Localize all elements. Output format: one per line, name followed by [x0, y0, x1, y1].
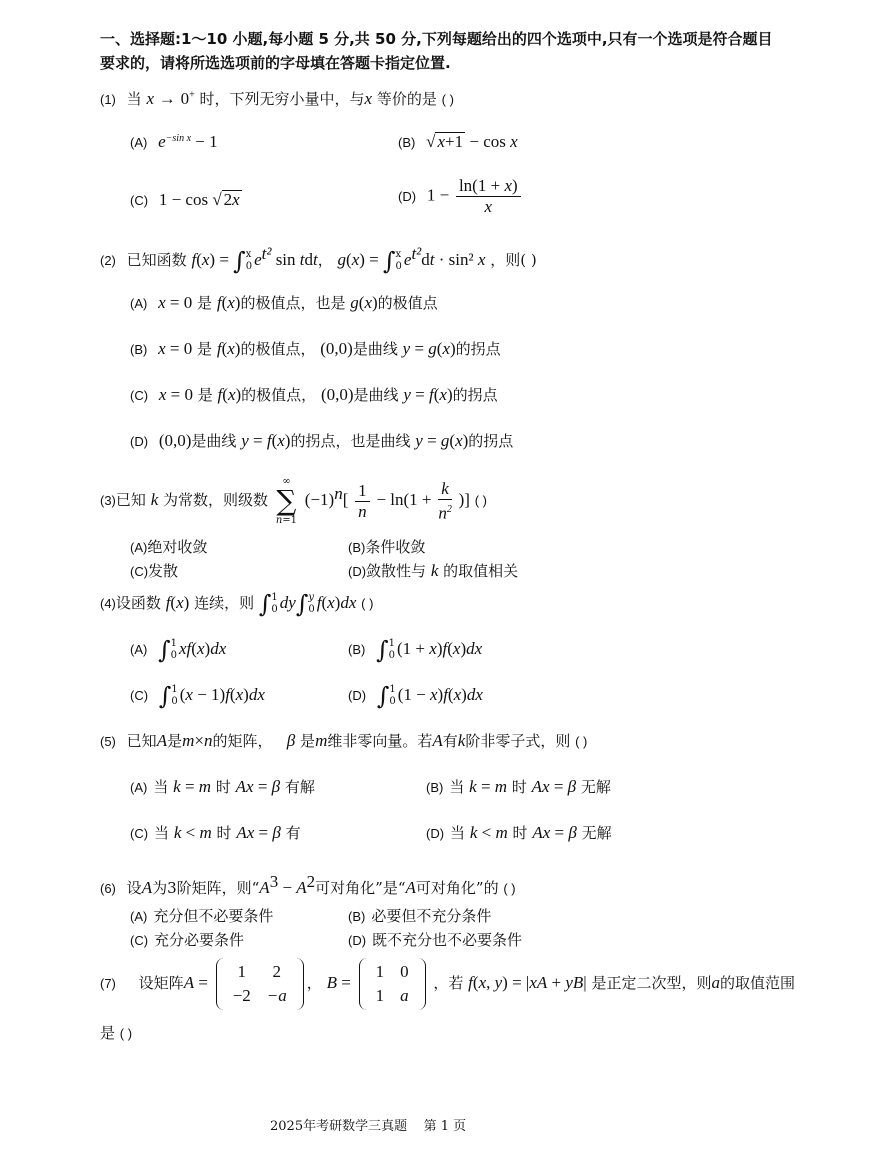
question-3-option-d[interactable]: (D)敛散性与 k 的取值相关	[348, 561, 519, 580]
question-2-option-a[interactable]: (A) x = 0 是 f(x)的极值点，也是 g(x)的极值点	[130, 293, 438, 312]
question-6-option-d[interactable]: (D) 既不充分也不必要条件	[348, 931, 523, 949]
question-6-stem: (6) 设A为3阶矩阵，则“$A^3 - A^2$可对角化”是“A可对角化”的 ( )	[100, 872, 516, 897]
question-5-option-c[interactable]: (C) 当 k < m 时 Ax = β 有	[130, 823, 301, 842]
question-3-option-a[interactable]: (A)绝对收敛	[130, 538, 208, 556]
question-5-option-b[interactable]: (B) 当 k = m 时 Ax = β 无解	[426, 777, 611, 796]
question-2-option-d[interactable]: (D) (0,0)是曲线 y = f(x)的拐点，也是曲线 y = g(x)的拐点	[130, 431, 514, 450]
question-1-option-a[interactable]: (A) $e^{-sin x} - 1$	[130, 132, 218, 151]
question-3-stem: (3)已知 k 为常数，则级数 ∞ ∑ n=1 $(-1)^n$[ $\frac{1}{n}$ − ln(1 + $\frac{k}{n^2}$ )] ( )	[100, 476, 488, 526]
question-4-option-d[interactable]: (D) ∫1 0 (1 − x)f(x)dx	[348, 682, 483, 710]
question-1-option-d[interactable]: (D) 1 − $\frac{\ln(1 + x)}{x}$	[398, 176, 523, 217]
question-4-option-c[interactable]: (C) ∫1 0 (x − 1)f(x)dx	[130, 682, 265, 710]
section-title-line2: 要求的，请将所选选项前的字母填在答题卡指定位置.	[100, 54, 451, 72]
question-5-stem: (5) 已知A是m×n的矩阵， β 是m维非零向量。若A有k阶非零子式，则 ( )	[100, 731, 588, 750]
question-3-option-b[interactable]: (B)条件收敛	[348, 538, 426, 556]
footer-title: 2025年考研数学三真题	[270, 1119, 408, 1134]
question-2-option-b[interactable]: (B) x = 0 是 f(x)的极值点， (0,0)是曲线 y = g(x)的拐点	[130, 339, 501, 358]
question-2-stem: (2) 已知函数 f(x) = ∫x 0 $e^{t^2}$ sin tdt， g(x) = ∫x 0 $e^{t^2}dt \cdot \sin^2$ x ，则( )	[100, 244, 537, 275]
question-5-option-a[interactable]: (A) 当 k = m 时 Ax = β 有解	[130, 777, 315, 796]
question-1-option-c[interactable]: (C) 1 − cos √ 2x	[130, 190, 240, 209]
question-4-option-a[interactable]: (A) ∫1 0 xf(x)dx	[130, 636, 227, 664]
matrix-a: 1 2 −2 −a	[216, 958, 304, 1010]
question-6-option-c[interactable]: (C) 充分必要条件	[130, 931, 245, 949]
question-3-option-c[interactable]: (C)发散	[130, 562, 179, 580]
question-1-stem: (1) 当 x → 0+ 时，下列无穷小量中，与x 等价的是 ( )	[100, 89, 454, 108]
question-6-option-b[interactable]: (B) 必要但不充分条件	[348, 907, 492, 925]
matrix-b: 1 0 1 a	[359, 958, 426, 1010]
question-4-stem: (4)设函数 f(x) 连续，则 ∫1 0 dy∫y 0 f(x)dx ( )	[100, 590, 374, 618]
question-2-option-c[interactable]: (C) x = 0 是 f(x)的极值点， (0,0)是曲线 y = f(x)的拐点	[130, 385, 498, 404]
question-4-option-b[interactable]: (B) ∫1 0 (1 + x)f(x)dx	[348, 636, 483, 664]
section-title-line1: 一、选择题:1～10 小题,每小题 5 分,共 50 分,下列每题给出的四个选项中,只有一个选项是符合题目	[100, 30, 773, 48]
question-7-line2: 是 ( )	[100, 1024, 133, 1042]
question-7-stem: (7) 设矩阵A = 1 2 −2 −a ， B = 1 0 1 a ，若 f(x, y) = |xA + yB| 是正定二次型，则a的取值范围	[100, 958, 795, 1010]
question-6-option-a[interactable]: (A) 充分但不必要条件	[130, 907, 274, 925]
page-number: 第 1 页	[423, 1119, 467, 1134]
question-1-option-b[interactable]: (B) √ x+1 − cos x	[398, 132, 518, 151]
question-5-option-d[interactable]: (D) 当 k < m 时 Ax = β 无解	[426, 823, 612, 842]
page-footer	[270, 1115, 466, 1134]
